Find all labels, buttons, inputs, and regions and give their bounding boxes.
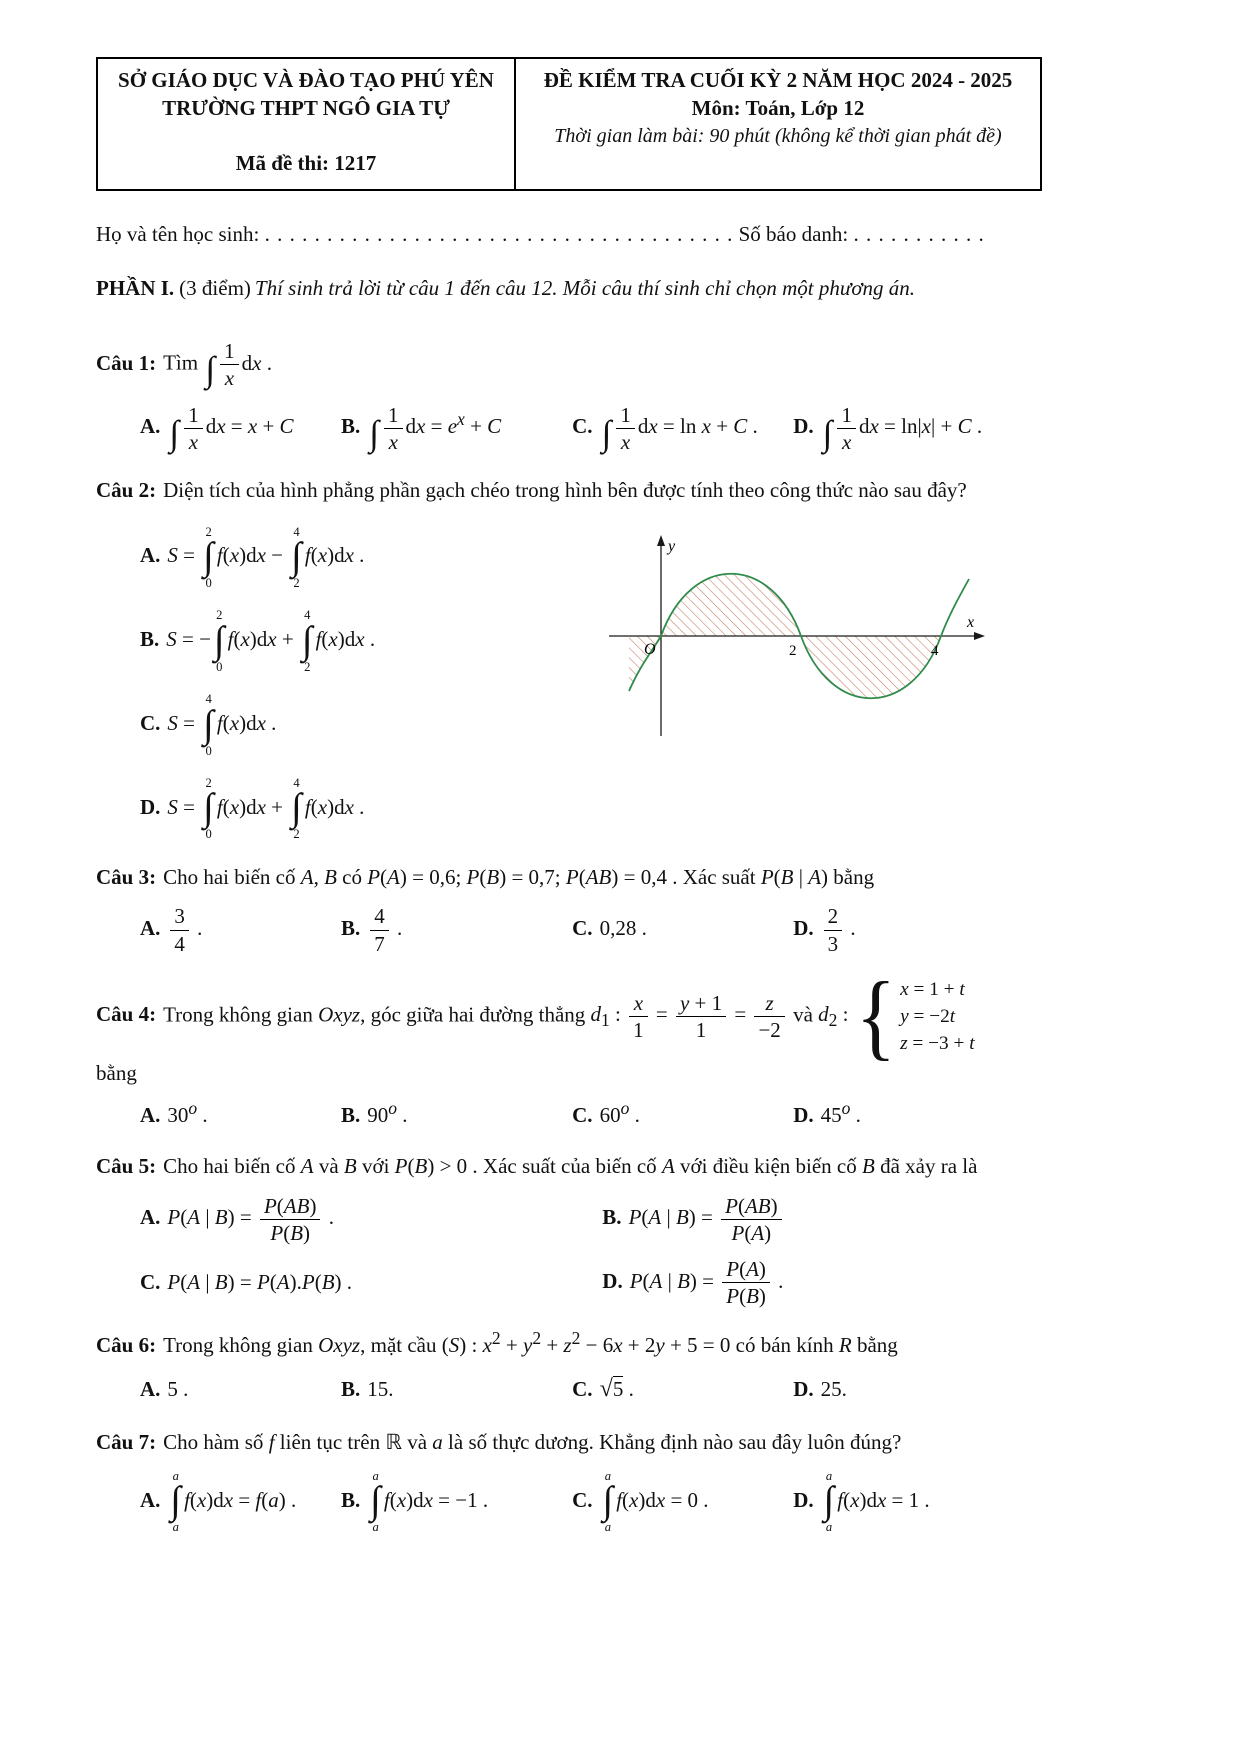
exam-header-box bbox=[96, 57, 1042, 191]
option-content: S = 4 ∫ 0 f(x)dx . bbox=[167, 692, 277, 758]
x-axis-label: x bbox=[967, 613, 975, 631]
question-5 bbox=[96, 1151, 1145, 1310]
option-d bbox=[602, 1256, 1145, 1310]
y-axis-arrow bbox=[657, 535, 665, 546]
option-content: 60$^o$ . bbox=[599, 1097, 640, 1127]
question-stem bbox=[96, 475, 1145, 507]
exam-code: Mã đề thi: 1217 bbox=[235, 150, 377, 175]
option-a bbox=[140, 903, 341, 957]
option-label: C. bbox=[572, 1102, 593, 1127]
option-content: 25. bbox=[820, 1377, 847, 1402]
origin-label: O bbox=[644, 640, 656, 658]
option-content: $\frac{2}{3}$ . bbox=[821, 916, 856, 940]
question-text: Cho hai biến cố A, B có P(A) = 0,6; P(B) = 0,7; P(AB) = 0,4 . Xác suất P(B | A) bằng bbox=[163, 864, 875, 889]
option-label: A. bbox=[140, 1487, 161, 1512]
option-b bbox=[341, 903, 572, 957]
option-a bbox=[140, 1469, 341, 1535]
option-content: a ∫ a f(x)dx = 0 . bbox=[602, 1468, 709, 1535]
option-a bbox=[140, 1374, 341, 1406]
option-content: P(A | B) = $\frac{P(AB)}{P(A)}$ bbox=[629, 1205, 785, 1229]
option-content: S = 2 ∫ 0 f(x)dx + 4 ∫ 2 f(x)dx . bbox=[167, 776, 365, 842]
option-b bbox=[341, 1469, 572, 1535]
part1-points: (3 điểm) bbox=[179, 275, 251, 300]
x-axis-arrow bbox=[974, 632, 985, 640]
option-label: D. bbox=[793, 414, 814, 439]
question-text: Tìm ∫ $\frac{1}{x}$ dx . bbox=[163, 339, 272, 391]
option-label: B. bbox=[341, 1377, 361, 1402]
student-id-dotted-line: . . . . . . . . . . . bbox=[853, 222, 985, 247]
option-content: 45$^o$ . bbox=[820, 1097, 861, 1127]
option-a bbox=[140, 1193, 602, 1247]
option-content: ∫ $\frac{1}{x}$ dx = $e^x + C$ bbox=[369, 402, 502, 454]
school-name: TRƯỜNG THPT NGÔ GIA TỰ bbox=[162, 96, 450, 121]
option-b bbox=[602, 1193, 1145, 1247]
option-d bbox=[793, 402, 1145, 456]
option-label: A. bbox=[140, 414, 161, 439]
question-stem bbox=[96, 862, 1145, 894]
question-2 bbox=[96, 475, 1145, 842]
department-name: SỞ GIÁO DỤC VÀ ĐÀO TẠO PHÚ YÊN bbox=[118, 68, 494, 92]
subject-grade: Môn: Toán, Lớp 12 bbox=[691, 96, 865, 121]
option-b bbox=[341, 1097, 572, 1132]
question-7 bbox=[96, 1427, 1145, 1534]
option-content: √5 . bbox=[599, 1375, 634, 1403]
option-content: ∫ $\frac{1}{x}$ dx = ln x + C . bbox=[601, 402, 758, 454]
option-label: C. bbox=[572, 1377, 593, 1402]
option-label: D. bbox=[602, 1268, 623, 1293]
option-b bbox=[341, 1374, 572, 1406]
header-left-cell bbox=[98, 59, 516, 189]
option-label: A. bbox=[140, 915, 161, 940]
option-d bbox=[793, 903, 1145, 957]
option-label: B. bbox=[602, 1205, 622, 1230]
hatched-region-lower bbox=[801, 636, 941, 698]
option-d bbox=[793, 1469, 1145, 1535]
student-info-line bbox=[96, 219, 1145, 251]
option-content: a ∫ a f(x)dx = 1 . bbox=[823, 1468, 930, 1535]
option-content: 5 . bbox=[167, 1377, 189, 1402]
question-text: Diện tích của hình phẳng phần gạch chéo trong hình bên được tính theo công thức nào sau đây? bbox=[163, 478, 967, 503]
option-content: 30$^o$ . bbox=[167, 1097, 208, 1127]
answer-options bbox=[140, 402, 1145, 456]
function-graph-figure bbox=[601, 531, 991, 756]
option-content: ∫ $\frac{1}{x}$ dx = x + C bbox=[169, 402, 294, 454]
option-label: B. bbox=[341, 915, 361, 940]
answer-options bbox=[140, 1097, 1145, 1132]
option-label: D. bbox=[793, 1377, 814, 1402]
option-c bbox=[572, 402, 793, 456]
answer-options bbox=[140, 903, 1145, 957]
option-label: A. bbox=[140, 543, 161, 568]
answer-options bbox=[140, 1371, 1145, 1407]
hatched-region-upper bbox=[661, 573, 801, 635]
option-label: B. bbox=[341, 414, 361, 439]
option-content: P(A | B) = P(A).P(B) . bbox=[167, 1270, 353, 1295]
question-text: Trong không gian Oxyz, góc giữa hai đường thẳng $d_1$ : $\frac{x}{1}$ = $\frac{y + 1}{1}$ = $\frac{z}{-2}$ và $d_2$ : { x = 1 + t y = −2t z = −3 + t bbox=[163, 962, 975, 1070]
option-label: B. bbox=[140, 627, 160, 652]
option-label: A. bbox=[140, 1102, 161, 1127]
question-stem bbox=[96, 338, 1145, 392]
part1-instruction: Thí sinh trả lời từ câu 1 đến câu 12. Mỗi câu thí sinh chỉ chọn một phương án. bbox=[254, 275, 916, 300]
option-content: P(A | B) = $\frac{P(AB)}{P(B)}$ . bbox=[167, 1193, 334, 1245]
question-stem-continued: bằng bbox=[96, 1061, 137, 1086]
option-content: 15. bbox=[367, 1377, 394, 1402]
part1-heading bbox=[96, 273, 1145, 305]
option-c bbox=[572, 1097, 793, 1132]
question-number: Câu 4: bbox=[96, 1002, 157, 1027]
question-number: Câu 3: bbox=[96, 864, 157, 889]
option-content: 90$^o$ . bbox=[367, 1097, 408, 1127]
option-a bbox=[140, 402, 341, 456]
question2-graph bbox=[601, 531, 991, 746]
option-c bbox=[140, 1267, 602, 1299]
option-label: C. bbox=[572, 915, 593, 940]
option-content: a ∫ a f(x)dx = f(a) . bbox=[170, 1468, 297, 1535]
option-label: C. bbox=[140, 1270, 161, 1295]
option-content: a ∫ a f(x)dx = −1 . bbox=[370, 1468, 489, 1535]
exam-title: ĐỀ KIỂM TRA CUỐI KỲ 2 NĂM HỌC 2024 - 2025 bbox=[543, 68, 1013, 92]
option-c bbox=[572, 913, 793, 945]
option-content: ∫ $\frac{1}{x}$ dx = ln|x| + C . bbox=[822, 402, 983, 454]
option-d bbox=[793, 1374, 1145, 1406]
question2-body bbox=[96, 525, 1145, 842]
option-label: D. bbox=[793, 1102, 814, 1127]
option-content: S = − 2 ∫ 0 f(x)dx + 4 ∫ 2 f(x)dx . bbox=[166, 608, 376, 674]
option-b bbox=[341, 402, 572, 456]
option-label: B. bbox=[341, 1487, 361, 1512]
question-number: Câu 1: bbox=[96, 350, 157, 375]
option-content: 0,28 . bbox=[599, 915, 647, 940]
option-content: $\frac{3}{4}$ . bbox=[167, 916, 202, 940]
option-c bbox=[572, 1469, 793, 1535]
option-label: D. bbox=[793, 1487, 814, 1512]
student-id-label: Số báo danh: bbox=[738, 222, 849, 247]
option-content: S = 2 ∫ 0 f(x)dx − 4 ∫ 2 f(x)dx . bbox=[167, 524, 365, 590]
option-a bbox=[140, 1097, 341, 1132]
answer-options bbox=[140, 1193, 1145, 1310]
question-1 bbox=[96, 338, 1145, 455]
part1-title: PHẦN I. bbox=[96, 275, 175, 300]
y-axis-label: y bbox=[668, 537, 676, 555]
question-stem bbox=[96, 1151, 1145, 1183]
option-content: P(A | B) = $\frac{P(A)}{P(B)}$ . bbox=[629, 1257, 784, 1309]
student-name-dotted-line: . . . . . . . . . . . . . . . . . . . . . . . . . . . . . . . . . . . . . . bbox=[264, 222, 734, 247]
option-label: D. bbox=[140, 794, 161, 819]
question-number: Câu 6: bbox=[96, 1332, 157, 1357]
question-6 bbox=[96, 1327, 1145, 1408]
option-label: C. bbox=[572, 414, 593, 439]
exam-duration: Thời gian làm bài: 90 phút (không kể thời gian phát đề) bbox=[554, 124, 1002, 147]
question-number: Câu 5: bbox=[96, 1154, 157, 1179]
option-label: C. bbox=[572, 1487, 593, 1512]
option-label: A. bbox=[140, 1205, 161, 1230]
question-3 bbox=[96, 862, 1145, 957]
question-text: Cho hàm số f liên tục trên ℝ và a là số thực dương. Khẳng định nào sau đây luôn đúng? bbox=[163, 1430, 902, 1455]
answer-options bbox=[140, 1469, 1145, 1535]
option-label: A. bbox=[140, 1377, 161, 1402]
option-c bbox=[572, 1371, 793, 1407]
question-text: Cho hai biến cố A và B với P(B) > 0 . Xác suất của biến cố A với điều kiện biến cố B đã xảy ra là bbox=[163, 1154, 978, 1179]
option-d bbox=[140, 776, 1145, 842]
question-stem bbox=[96, 1427, 1145, 1459]
question-number: Câu 2: bbox=[96, 478, 157, 503]
x-tick-4: 4 bbox=[931, 642, 939, 659]
option-label: D. bbox=[793, 915, 814, 940]
option-d bbox=[793, 1097, 1145, 1132]
x-tick-2: 2 bbox=[789, 642, 797, 659]
question-stem bbox=[96, 962, 1145, 1070]
option-label: B. bbox=[341, 1102, 361, 1127]
option-label: C. bbox=[140, 710, 161, 735]
question-number: Câu 7: bbox=[96, 1430, 157, 1455]
option-content: $\frac{4}{7}$ . bbox=[367, 916, 402, 940]
question-stem bbox=[96, 1327, 1145, 1362]
question-text: Trong không gian Oxyz, mặt cầu (S) : $x^2 + y^2 + z^2 - 6x + 2y + 5 = 0$ có bán kính R bằng bbox=[163, 1327, 898, 1357]
question-4 bbox=[96, 962, 1145, 1131]
student-name-label: Họ và tên học sinh: bbox=[96, 222, 260, 247]
header-right-cell bbox=[516, 59, 1040, 189]
